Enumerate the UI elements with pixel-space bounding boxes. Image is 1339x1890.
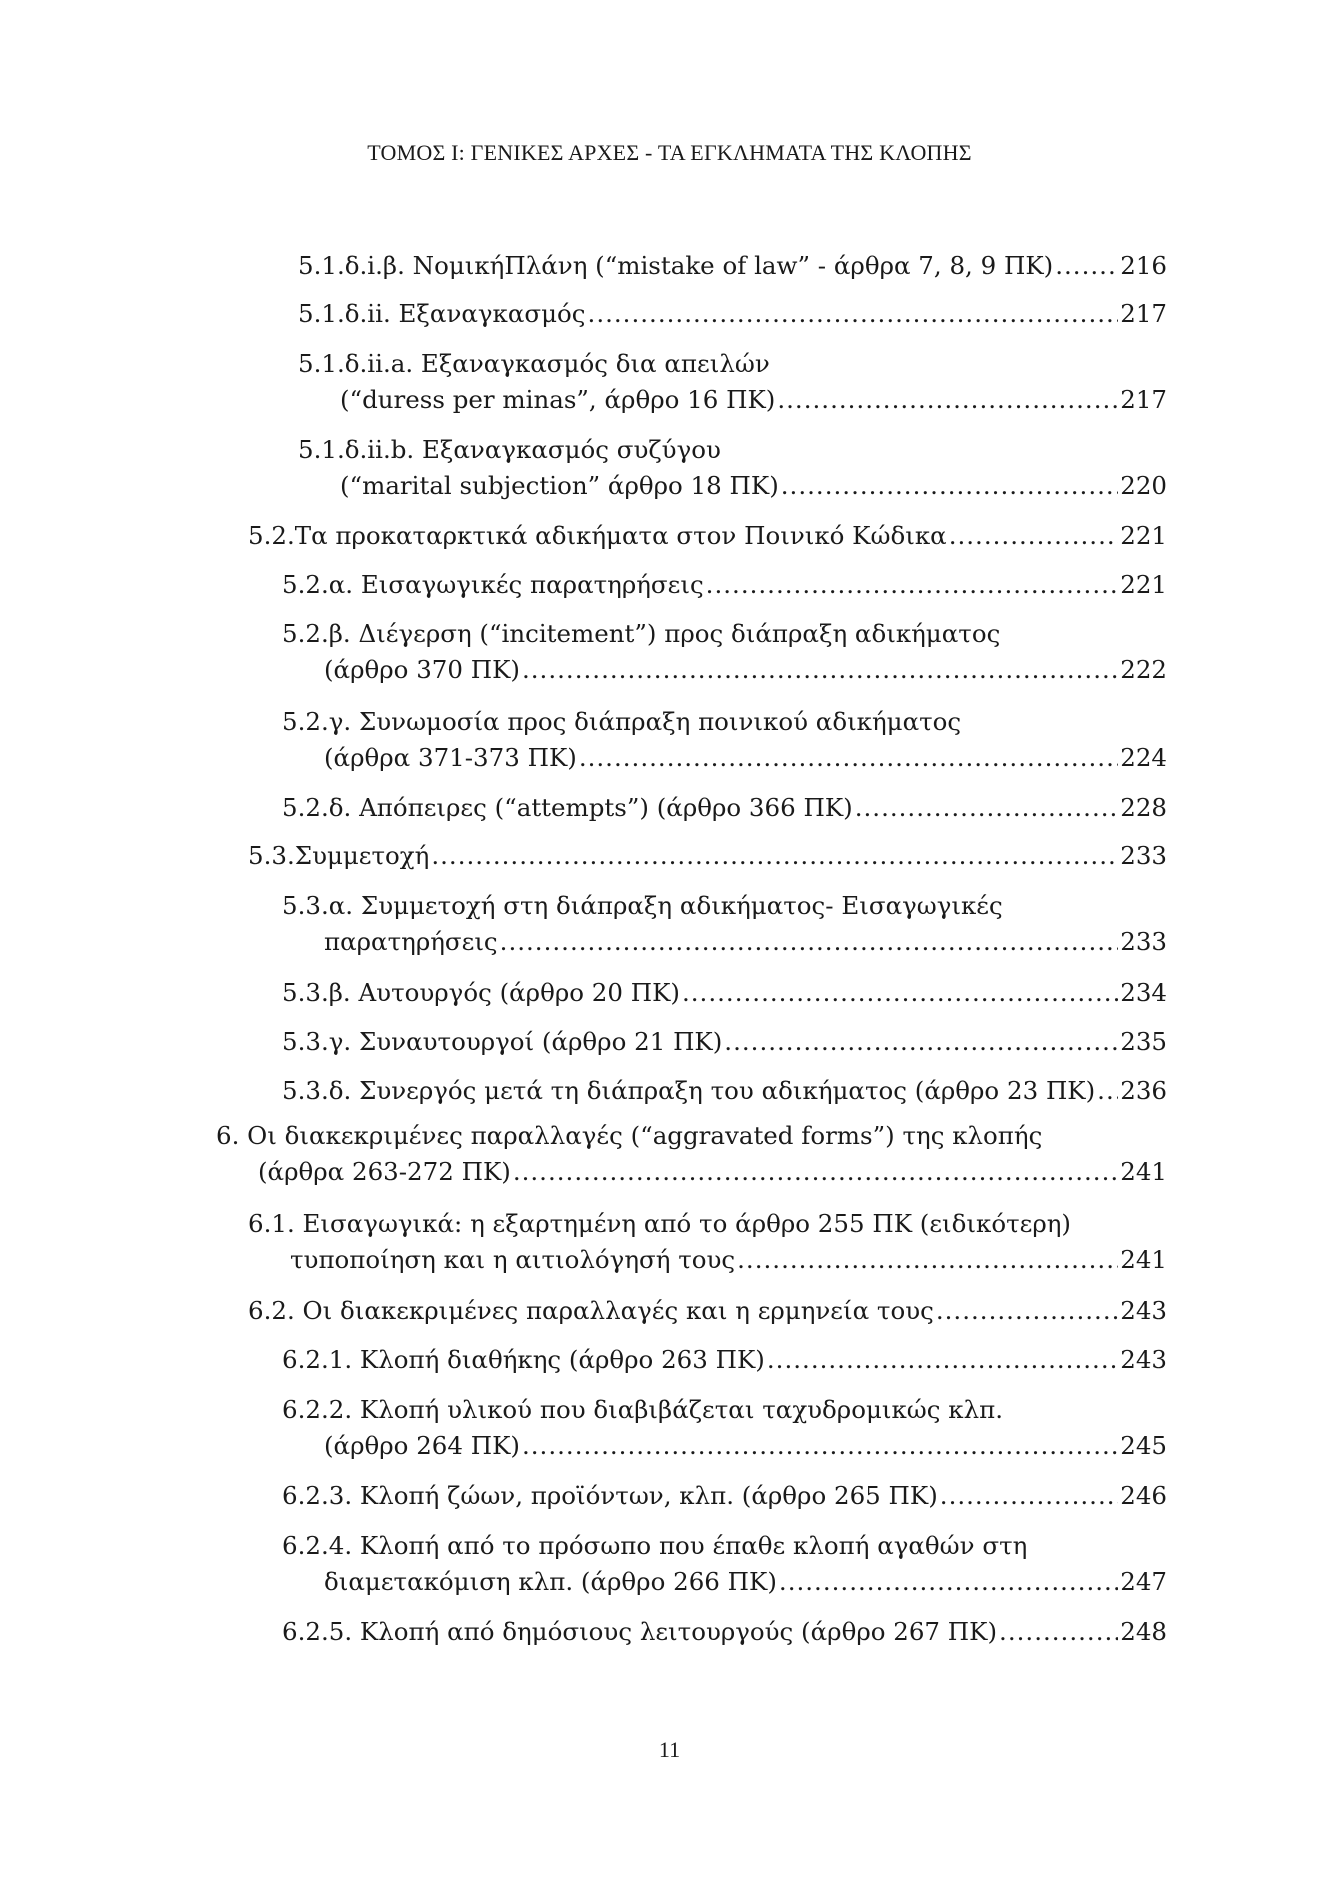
running-header: ΤΟΜΟΣ Ι: ΓΕΝΙΚΕΣ ΑΡΧΕΣ - ΤΑ ΕΓΚΛΗΜΑΤΑ ΤΗΣ ΚΛΟΠΗΣ [367, 140, 972, 165]
toc-page-number: 220 [1120, 471, 1167, 500]
toc-page-number: 241 [1120, 1157, 1167, 1186]
toc-entry-title: 5.1.δ.ii. Εξαναγκασμός [298, 299, 586, 328]
dot-leader [777, 382, 1118, 418]
dot-leader [513, 1154, 1118, 1190]
dot-leader [781, 468, 1118, 504]
dot-leader [522, 1428, 1118, 1464]
toc-entry[interactable] [282, 616, 1167, 688]
toc-entry[interactable] [282, 1392, 1167, 1464]
toc-entry-title-continued: (άρθρα 371-373 ΠΚ) [324, 743, 577, 772]
toc-entry-title-continued: διαμετακόμιση κλπ. (άρθρο 266 ΠΚ) [324, 1567, 777, 1596]
toc-entry[interactable] [248, 838, 1167, 874]
toc-entry-title-continued: (άρθρο 264 ΠΚ) [324, 1431, 520, 1460]
toc-entry-title-continued: (“marital subjection” άρθρο 18 ΠΚ) [340, 471, 779, 500]
toc-entry[interactable] [282, 790, 1167, 826]
toc-entry[interactable] [282, 1478, 1167, 1514]
toc-entry-title: 5.2.β. Διέγερση (“incitement”) προς διάπραξη αδικήματος [282, 619, 1001, 648]
toc-entry[interactable] [282, 888, 1167, 960]
toc-entry[interactable] [298, 346, 1167, 418]
toc-page-number: 222 [1120, 655, 1167, 684]
dot-leader [579, 740, 1118, 776]
toc-entry-title: 6.2.3. Κλοπή ζώων, προϊόντων, κλπ. (άρθρο 265 ΠΚ) [282, 1481, 938, 1510]
toc-entry-title-continued: τυποποίηση και η αιτιολόγησή τους [290, 1245, 736, 1274]
dot-leader [1055, 248, 1118, 284]
toc-entry-title: 5.3.Συμμετοχή [248, 841, 430, 870]
toc-entry-title: 6. Οι διακεκριμένες παραλλαγές (“aggravated forms”) της κλοπής [216, 1121, 1043, 1150]
toc-entry[interactable] [248, 1206, 1167, 1278]
dot-leader [737, 1242, 1118, 1278]
dot-leader [999, 1614, 1118, 1650]
toc-page-number: 221 [1120, 570, 1167, 599]
toc-entry[interactable] [282, 704, 1167, 776]
toc-page-number: 216 [1120, 251, 1167, 280]
toc-entry[interactable] [248, 1293, 1167, 1329]
dot-leader [522, 652, 1118, 688]
dot-leader [1097, 1073, 1118, 1109]
toc-entry-title: 5.3.β. Αυτουργός (άρθρο 20 ΠΚ) [282, 978, 680, 1007]
dot-leader [431, 838, 1118, 874]
toc-page-number: 224 [1120, 743, 1167, 772]
toc-entry[interactable] [282, 1342, 1167, 1378]
toc-entry-title: 6.2.1. Κλοπή διαθήκης (άρθρο 263 ΠΚ) [282, 1345, 765, 1374]
toc-entry[interactable] [216, 1118, 1167, 1190]
toc-entry-title: 5.1.δ.ii.a. Εξαναγκασμός δια απειλών [298, 349, 770, 378]
dot-leader [779, 1564, 1118, 1600]
toc-entry-title-continued: παρατηρήσεις [324, 927, 498, 956]
toc-page-number: 228 [1120, 793, 1167, 822]
toc-entry-title: 6.2.4. Κλοπή από το πρόσωπο που έπαθε κλοπή αγαθών στη [282, 1531, 1028, 1560]
dot-leader [682, 975, 1118, 1011]
toc-page-number: 236 [1120, 1076, 1167, 1105]
toc-entry-title-continued: (άρθρα 263-272 ΠΚ) [258, 1157, 511, 1186]
dot-leader [724, 1024, 1118, 1060]
toc-entry-title: 5.3.δ. Συνεργός μετά τη διάπραξη του αδικήματος (άρθρο 23 ΠΚ) [282, 1076, 1096, 1105]
dot-leader [936, 1293, 1118, 1329]
toc-page-number: 221 [1120, 521, 1167, 550]
dot-leader [949, 518, 1119, 554]
toc-entry-title: 6.2.5. Κλοπή από δημόσιους λειτουργούς (άρθρο 267 ΠΚ) [282, 1617, 998, 1646]
toc-entry-title: 6.2. Οι διακεκριμένες παραλλαγές και η ερμηνεία τους [248, 1296, 934, 1325]
toc-page-number: 245 [1120, 1431, 1167, 1460]
toc-entry-title: 5.1.δ.ii.b. Εξαναγκασμός συζύγου [298, 435, 721, 464]
toc-entry[interactable] [282, 1528, 1167, 1600]
dot-leader [588, 296, 1119, 332]
toc-entry[interactable] [282, 1024, 1167, 1060]
page-number: 11 [658, 1737, 681, 1762]
toc-page-number: 247 [1120, 1567, 1167, 1596]
dot-leader [706, 567, 1119, 603]
toc-entry-title: 5.2.α. Εισαγωγικές παρατηρήσεις [282, 570, 704, 599]
toc-entry-title: 5.3.α. Συμμετοχή στη διάπραξη αδικήματος- Εισαγωγικές [282, 891, 1003, 920]
toc-entry-title: 5.2.Τα προκαταρκτικά αδικήματα στον Ποινικό Κώδικα [248, 521, 947, 550]
dot-leader [767, 1342, 1118, 1378]
toc-entry[interactable] [282, 1614, 1167, 1650]
toc-entry[interactable] [248, 518, 1167, 554]
toc-entry[interactable] [282, 1073, 1167, 1109]
toc-entry[interactable] [282, 975, 1167, 1011]
toc-page-number: 234 [1120, 978, 1167, 1007]
toc-entry-title: 5.2.δ. Απόπειρες (“attempts”) (άρθρο 366 ΠΚ) [282, 793, 853, 822]
toc-page-number: 233 [1120, 841, 1167, 870]
toc-page-number: 241 [1120, 1245, 1167, 1274]
toc-page-number: 233 [1120, 927, 1167, 956]
toc-page-number: 217 [1120, 385, 1167, 414]
toc-page-number: 243 [1120, 1296, 1167, 1325]
dot-leader [855, 790, 1119, 826]
toc-entry-title: 6.1. Εισαγωγικά: η εξαρτημένη από το άρθρο 255 ΠΚ (ειδικότερη) [248, 1209, 1071, 1238]
toc-entry[interactable] [298, 248, 1167, 284]
toc-entry-title: 5.1.δ.i.β. ΝομικήΠλάνη (“mistake of law” - άρθρα 7, 8, 9 ΠΚ) [298, 251, 1054, 280]
dot-leader [500, 924, 1119, 960]
toc-page-number: 246 [1120, 1481, 1167, 1510]
toc-entry-title: 5.2.γ. Συνωμοσία προς διάπραξη ποινικού αδικήματος [282, 707, 962, 736]
toc-entry[interactable] [282, 567, 1167, 603]
toc-page-number: 235 [1120, 1027, 1167, 1056]
toc-entry-title-continued: (“duress per minas”, άρθρο 16 ΠΚ) [340, 385, 776, 414]
toc-entry-title-continued: (άρθρο 370 ΠΚ) [324, 655, 520, 684]
toc-entry[interactable] [298, 432, 1167, 504]
toc-page-number: 248 [1120, 1617, 1167, 1646]
toc-entry-title: 5.3.γ. Συναυτουργοί (άρθρο 21 ΠΚ) [282, 1027, 723, 1056]
toc-page-number: 243 [1120, 1345, 1167, 1374]
dot-leader [940, 1478, 1118, 1514]
toc-page-number: 217 [1120, 299, 1167, 328]
toc-entry[interactable] [298, 296, 1167, 332]
toc-entry-title: 6.2.2. Κλοπή υλικού που διαβιβάζεται ταχυδρομικώς κλπ. [282, 1395, 1004, 1424]
